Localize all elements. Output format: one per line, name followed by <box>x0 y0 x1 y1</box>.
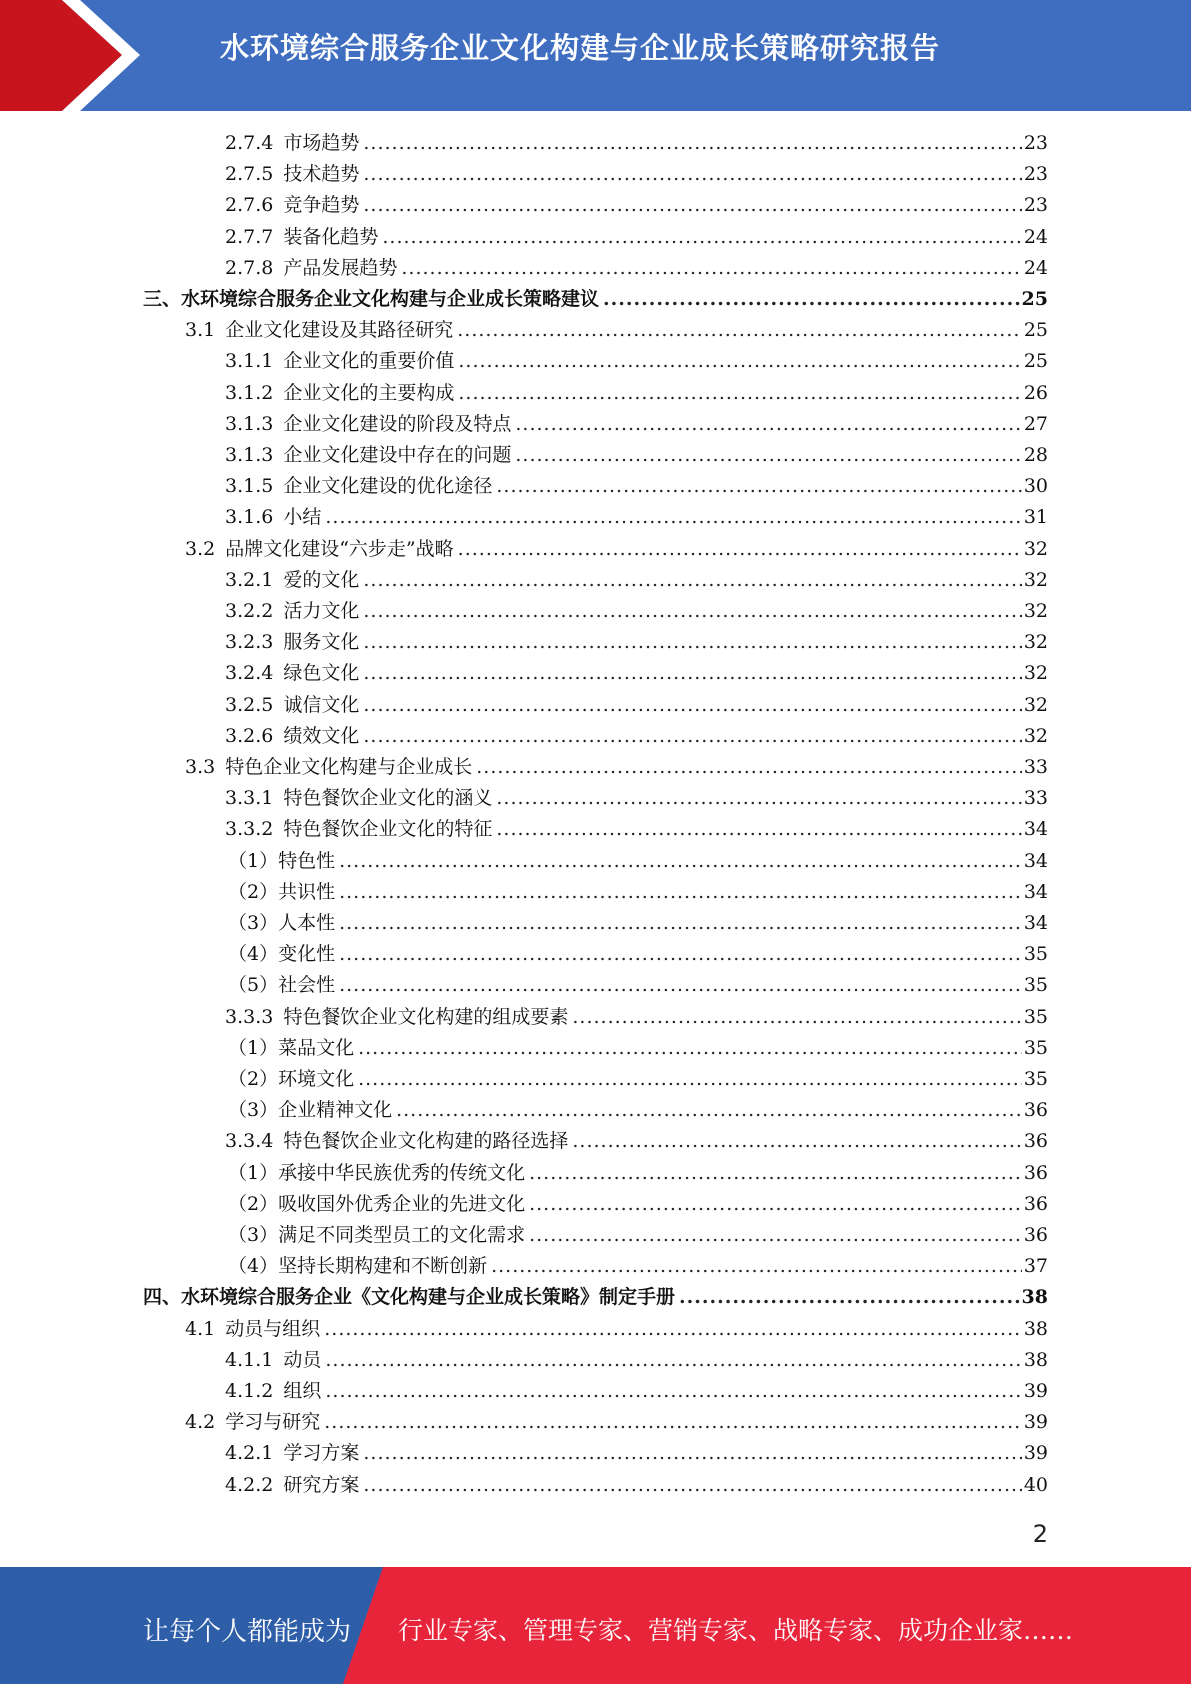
toc-entry-number: 3.1 <box>185 319 216 341</box>
toc-dot-leader <box>529 1220 1022 1251</box>
toc-entry-page: 27 <box>1023 413 1048 435</box>
toc-dot-leader <box>382 222 1021 253</box>
toc-entry-page: 26 <box>1023 382 1048 404</box>
toc-dot-leader <box>401 253 1021 284</box>
toc-entry-page: 36 <box>1023 1130 1048 1152</box>
toc-dot-leader <box>363 721 1021 752</box>
toc-entry[interactable] <box>225 190 1048 221</box>
toc-entry-number: 3.3 <box>185 756 216 778</box>
toc-entry[interactable] <box>225 222 1048 253</box>
toc-entry-title: （1）承接中华民族优秀的传统文化 <box>228 1162 526 1184</box>
toc-entry-title: 特色餐饮企业文化的涵义 <box>283 787 493 809</box>
toc-entry-number: 2.7.7 <box>225 226 274 248</box>
toc-entry-title: 企业文化建设中存在的问题 <box>283 444 512 466</box>
toc-entry-title: 四、水环境综合服务企业《文化构建与企业成长策略》制定手册 <box>143 1286 676 1308</box>
toc-entry-number: 2.7.5 <box>225 163 274 185</box>
toc-entry[interactable] <box>225 128 1048 159</box>
toc-entry[interactable] <box>143 284 1048 315</box>
toc-entry[interactable] <box>225 471 1048 502</box>
toc-entry-title: 特色企业文化构建与企业成长 <box>225 756 473 778</box>
toc-dot-leader <box>363 627 1021 658</box>
toc-entry-page: 34 <box>1023 881 1048 903</box>
toc-entry-title: 市场趋势 <box>283 132 360 154</box>
toc-entry-number: 3.2 <box>185 538 216 560</box>
toc-entry-number: 3.1.6 <box>225 506 274 528</box>
toc-entry-title: 特色餐饮企业文化构建的路径选择 <box>283 1130 569 1152</box>
toc-entry-number: 4.1.1 <box>225 1349 274 1371</box>
toc-dot-leader <box>363 565 1021 596</box>
toc-entry-number: 3.2.4 <box>225 662 274 684</box>
toc-entry-title: 动员 <box>283 1349 322 1371</box>
toc-entry-title: （2）环境文化 <box>228 1068 355 1090</box>
toc-entry-title: （2）吸收国外优秀企业的先进文化 <box>228 1193 526 1215</box>
toc-entry[interactable] <box>225 1438 1048 1469</box>
header-title: 水环境综合服务企业文化构建与企业成长策略研究报告 <box>220 31 941 65</box>
toc-entry-page: 25 <box>1021 288 1048 310</box>
toc-entry-title: （3）满足不同类型员工的文化需求 <box>228 1224 526 1246</box>
toc-entry-title: （4）变化性 <box>228 943 336 965</box>
toc-entry-number: 4.2.1 <box>225 1442 274 1464</box>
toc-dot-leader <box>339 970 1022 1001</box>
footer-slogan-right: 行业专家、管理专家、营销专家、战略专家、成功企业家…… <box>398 1616 1074 1645</box>
toc-entry-title: 特色餐饮企业文化的特征 <box>283 818 493 840</box>
toc-entry-page: 32 <box>1023 569 1048 591</box>
toc-dot-leader <box>363 128 1021 159</box>
toc-entry[interactable] <box>225 1470 1048 1501</box>
toc-entry-title: 诚信文化 <box>283 694 360 716</box>
toc-entry[interactable] <box>225 1002 1048 1033</box>
toc-entry-page: 37 <box>1023 1255 1048 1277</box>
toc-entry[interactable] <box>228 877 1048 908</box>
toc-entry-title: 组织 <box>283 1380 322 1402</box>
toc-entry[interactable] <box>228 1158 1048 1189</box>
toc-dot-leader <box>496 783 1021 814</box>
toc-dot-leader <box>457 315 1022 346</box>
toc-entry[interactable] <box>185 534 1048 565</box>
toc-entry-title: （3）企业精神文化 <box>228 1099 393 1121</box>
toc-entry-number: 2.7.6 <box>225 194 274 216</box>
toc-entry-number: 4.2 <box>185 1411 216 1433</box>
toc-entry-title: 企业文化建设的优化途径 <box>283 475 493 497</box>
toc-entry[interactable] <box>228 1220 1048 1251</box>
toc-entry-title: （1）菜品文化 <box>228 1037 355 1059</box>
toc-entry-number: 3.1.1 <box>225 350 274 372</box>
toc-entry-page: 36 <box>1023 1224 1048 1246</box>
toc-entry-title: （4）坚持长期构建和不断创新 <box>228 1255 488 1277</box>
toc-entry[interactable] <box>225 783 1048 814</box>
toc-entry-page: 28 <box>1023 444 1048 466</box>
toc-entry-title: 绿色文化 <box>283 662 360 684</box>
toc-entry[interactable] <box>228 970 1048 1001</box>
toc-entry-page: 39 <box>1023 1442 1048 1464</box>
toc-entry-number: 3.2.3 <box>225 631 274 653</box>
toc-entry[interactable] <box>225 1376 1048 1407</box>
toc-dot-leader <box>496 814 1021 845</box>
toc-entry[interactable] <box>225 565 1048 596</box>
toc-entry-number: 3.1.2 <box>225 382 274 404</box>
toc-dot-leader <box>458 534 1022 565</box>
toc-dot-leader <box>363 190 1021 221</box>
toc-dot-leader <box>339 908 1022 939</box>
toc-entry-page: 39 <box>1023 1411 1048 1433</box>
toc-entry-page: 32 <box>1023 694 1048 716</box>
toc-entry-page: 24 <box>1023 257 1048 279</box>
toc-entry-page: 36 <box>1023 1193 1048 1215</box>
toc-dot-leader <box>363 159 1021 190</box>
toc-dot-leader <box>515 440 1021 471</box>
toc-entry-number: 4.1 <box>185 1318 216 1340</box>
toc-dot-leader <box>363 1470 1021 1501</box>
page-header <box>0 0 1191 111</box>
toc-entry[interactable] <box>225 346 1048 377</box>
toc-entry-title: 企业文化建设的阶段及特点 <box>283 413 512 435</box>
toc-entry[interactable] <box>143 1282 1048 1313</box>
toc-dot-leader <box>324 1407 1022 1438</box>
toc-entry-title: 产品发展趋势 <box>283 257 398 279</box>
toc-entry-title: 动员与组织 <box>225 1318 321 1340</box>
toc-entry-page: 33 <box>1023 756 1048 778</box>
toc-entry-page: 32 <box>1023 600 1048 622</box>
toc-entry-title: 服务文化 <box>283 631 360 653</box>
toc-entry[interactable] <box>225 658 1048 689</box>
toc-entry-page: 32 <box>1023 538 1048 560</box>
toc-entry-page: 32 <box>1023 662 1048 684</box>
toc-entry-page: 23 <box>1023 132 1048 154</box>
page-number: 2 <box>1032 1520 1048 1548</box>
toc-dot-leader <box>515 409 1021 440</box>
toc-entry[interactable] <box>225 1126 1048 1157</box>
toc-dot-leader <box>572 1002 1021 1033</box>
footer-slogan-left: 让每个人都能成为 <box>143 1617 352 1647</box>
toc-dot-leader <box>458 346 1021 377</box>
toc-entry-number: 3.3.4 <box>225 1130 274 1152</box>
toc-entry[interactable] <box>225 627 1048 658</box>
toc-entry-page: 33 <box>1023 787 1048 809</box>
toc-entry-page: 31 <box>1023 506 1048 528</box>
toc-entry-title: 小结 <box>283 506 322 528</box>
toc-entry-number: 4.1.2 <box>225 1380 274 1402</box>
toc-dot-leader <box>529 1189 1022 1220</box>
toc-entry[interactable] <box>228 1033 1048 1064</box>
toc-entry-title: 研究方案 <box>283 1474 360 1496</box>
toc-entry-number: 3.2.5 <box>225 694 274 716</box>
toc-dot-leader <box>529 1158 1022 1189</box>
toc-entry-page: 36 <box>1023 1099 1048 1121</box>
toc-entry[interactable] <box>228 846 1048 877</box>
toc-entry-page: 36 <box>1023 1162 1048 1184</box>
toc-entry-title: 竞争趋势 <box>283 194 360 216</box>
toc-entry[interactable] <box>185 752 1048 783</box>
toc-entry-number: 3.1.5 <box>225 475 274 497</box>
toc-entry-title: （1）特色性 <box>228 850 336 872</box>
toc-entry[interactable] <box>228 1095 1048 1126</box>
toc-entry-page: 35 <box>1023 974 1048 996</box>
toc-entry-title: 学习方案 <box>283 1442 360 1464</box>
toc-entry-title: 装备化趋势 <box>283 226 379 248</box>
toc-entry[interactable] <box>228 939 1048 970</box>
toc-entry[interactable] <box>185 315 1048 346</box>
toc-entry-page: 38 <box>1023 1349 1048 1371</box>
toc-entry-number: 3.2.1 <box>225 569 274 591</box>
toc-entry-page: 35 <box>1023 1037 1048 1059</box>
toc-dot-leader <box>325 502 1021 533</box>
toc-entry[interactable] <box>225 409 1048 440</box>
toc-dot-leader <box>572 1126 1021 1157</box>
toc-entry-page: 23 <box>1023 194 1048 216</box>
toc-dot-leader <box>363 690 1021 721</box>
toc-entry-title: 绩效文化 <box>283 725 360 747</box>
toc-entry-page: 35 <box>1023 1006 1048 1028</box>
toc-entry[interactable] <box>185 1314 1048 1345</box>
toc-entry[interactable] <box>225 253 1048 284</box>
toc-entry-number: 3.1.3 <box>225 444 274 466</box>
toc-entry-title: 学习与研究 <box>225 1411 321 1433</box>
toc-entry-page: 34 <box>1023 912 1048 934</box>
toc-dot-leader <box>491 1251 1022 1282</box>
toc-entry-title: 品牌文化建设“六步走”战略 <box>225 538 454 560</box>
toc-entry[interactable] <box>225 690 1048 721</box>
toc-entry-number: 3.2.6 <box>225 725 274 747</box>
toc-dot-leader <box>603 284 1020 315</box>
toc-entry[interactable] <box>225 502 1048 533</box>
toc-entry[interactable] <box>225 814 1048 845</box>
toc-entry-page: 35 <box>1023 1068 1048 1090</box>
toc-dot-leader <box>363 658 1021 689</box>
toc-entry-number: 3.3.2 <box>225 818 274 840</box>
toc-entry-page: 25 <box>1023 319 1048 341</box>
toc-dot-leader <box>396 1095 1022 1126</box>
toc-dot-leader <box>339 939 1022 970</box>
toc-entry[interactable] <box>228 1064 1048 1095</box>
toc-dot-leader <box>363 596 1021 627</box>
toc-entry[interactable] <box>225 440 1048 471</box>
toc-entry-title: 三、水环境综合服务企业文化构建与企业成长策略建议 <box>143 288 600 310</box>
toc-entry-title: （3）人本性 <box>228 912 336 934</box>
toc-entry-page: 40 <box>1023 1474 1048 1496</box>
page-footer <box>0 1567 1191 1684</box>
toc-entry[interactable] <box>228 1189 1048 1220</box>
toc-entry[interactable] <box>225 159 1048 190</box>
toc-entry-page: 38 <box>1023 1318 1048 1340</box>
toc-dot-leader <box>358 1064 1022 1095</box>
header-arrow-icon <box>0 0 160 111</box>
toc-entry[interactable] <box>228 1251 1048 1282</box>
toc-entry-page: 24 <box>1023 226 1048 248</box>
toc-entry[interactable] <box>225 596 1048 627</box>
toc-entry-title: 活力文化 <box>283 600 360 622</box>
toc-entry[interactable] <box>225 1345 1048 1376</box>
toc-entry-page: 23 <box>1023 163 1048 185</box>
toc-entry-page: 39 <box>1023 1380 1048 1402</box>
toc-dot-leader <box>339 877 1022 908</box>
toc-entry-page: 25 <box>1023 350 1048 372</box>
toc-entry-number: 3.1.3 <box>225 413 274 435</box>
toc-entry-title: 企业文化的主要构成 <box>283 382 455 404</box>
toc-entry[interactable] <box>228 908 1048 939</box>
toc-dot-leader <box>496 471 1021 502</box>
toc-dot-leader <box>363 1438 1021 1469</box>
toc-entry-number: 3.3.3 <box>225 1006 274 1028</box>
toc-entry-page: 32 <box>1023 631 1048 653</box>
toc-entry[interactable] <box>225 378 1048 409</box>
toc-dot-leader <box>324 1314 1022 1345</box>
toc-dot-leader <box>358 1033 1022 1064</box>
toc-entry[interactable] <box>185 1407 1048 1438</box>
toc-entry-page: 35 <box>1023 943 1048 965</box>
toc-entry-title: 企业文化的重要价值 <box>283 350 455 372</box>
toc-dot-leader <box>339 846 1022 877</box>
toc-entry-page: 34 <box>1023 818 1048 840</box>
toc-entry-title: （2）共识性 <box>228 881 336 903</box>
toc-dot-leader <box>325 1376 1021 1407</box>
toc-entry-title: 特色餐饮企业文化构建的组成要素 <box>283 1006 569 1028</box>
toc-entry-title: 爱的文化 <box>283 569 360 591</box>
toc-dot-leader <box>679 1282 1020 1313</box>
toc-entry-page: 34 <box>1023 850 1048 872</box>
toc-entry-title: （5）社会性 <box>228 974 336 996</box>
toc-dot-leader <box>476 752 1022 783</box>
toc-entry-number: 4.2.2 <box>225 1474 274 1496</box>
toc-entry-title: 技术趋势 <box>283 163 360 185</box>
toc-entry[interactable] <box>225 721 1048 752</box>
toc-entry-title: 企业文化建设及其路径研究 <box>225 319 454 341</box>
toc-entry-page: 30 <box>1023 475 1048 497</box>
toc-entry-number: 2.7.8 <box>225 257 274 279</box>
toc-dot-leader <box>325 1345 1021 1376</box>
toc-entry-number: 3.2.2 <box>225 600 274 622</box>
toc-entry-page: 38 <box>1021 1286 1048 1308</box>
toc-entry-number: 2.7.4 <box>225 132 274 154</box>
toc-entry-page: 32 <box>1023 725 1048 747</box>
toc-dot-leader <box>458 378 1021 409</box>
toc-entry-number: 3.3.1 <box>225 787 274 809</box>
